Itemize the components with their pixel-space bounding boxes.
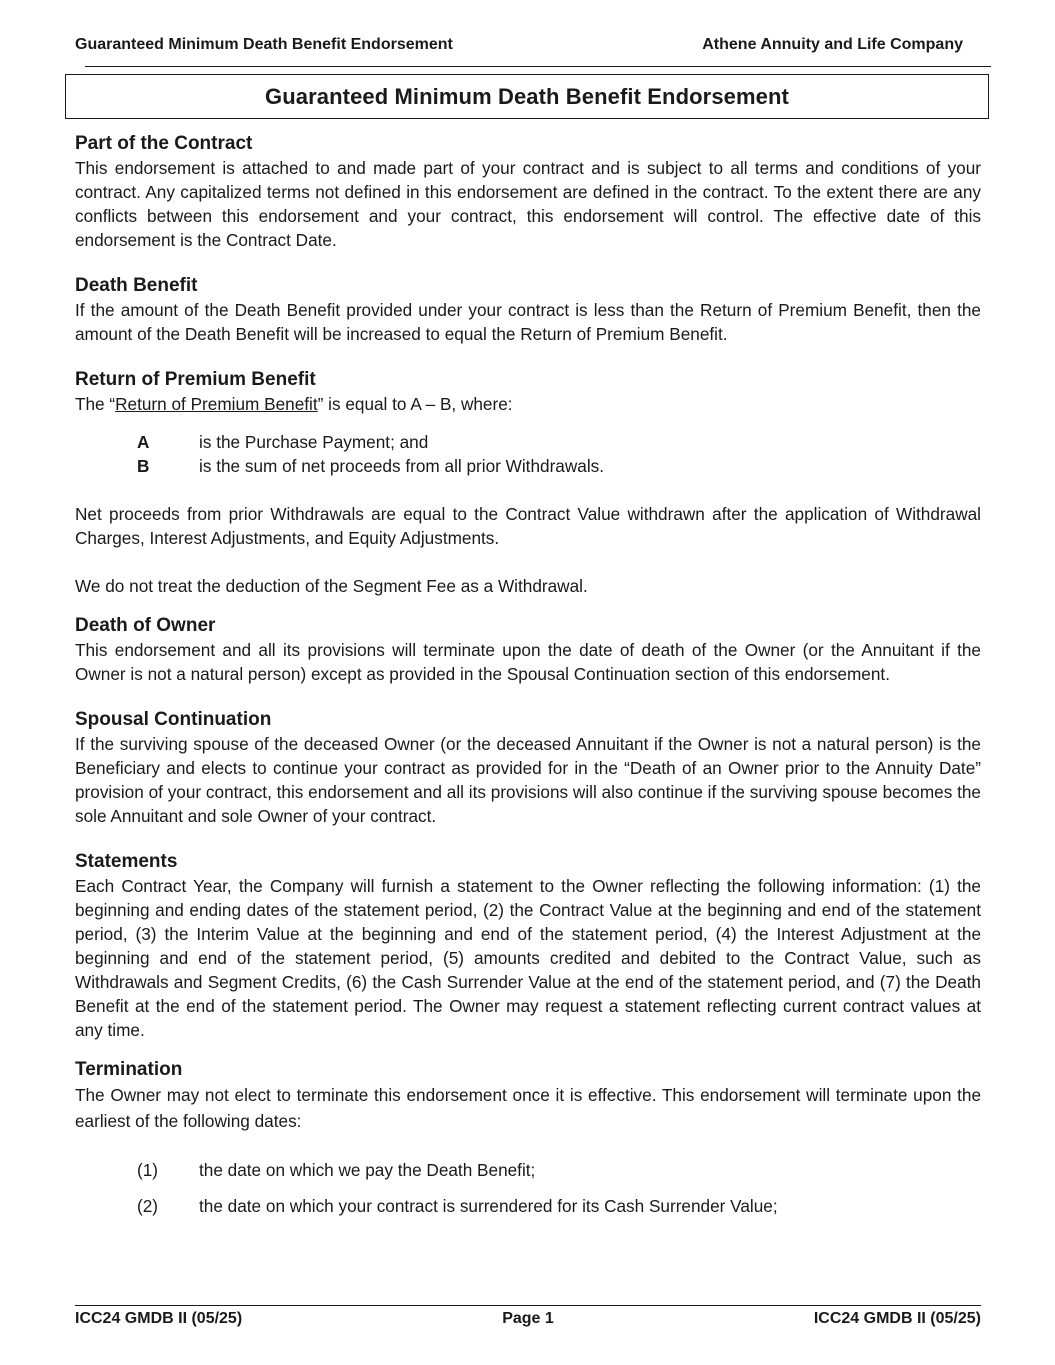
header-form-title: Guaranteed Minimum Death Benefit Endorsement <box>75 36 453 53</box>
section-death-of-owner <box>75 614 981 686</box>
rop-intro-pre: The “ <box>75 394 116 414</box>
list-item <box>137 1158 981 1182</box>
list-item <box>137 1194 981 1218</box>
section-termination <box>75 1058 981 1218</box>
section-body: Each Contract Year, the Company will furnish a statement to the Owner reflecting the following information: (1) the beginning and ending dates of the statement period, (2) the Contract Value at the beginning and end of the statement period, (3) the Interim Value at the beginning and end of the statement period, (4) the Interest Adjustment at the beginning and end of the statement period, (5) amounts credited and debited to the Contract Value, such as Withdrawals and Segment Credits, (6) the Cash Surrender Value at the end of the statement period, and (7) the Death Benefit at the end of the statement period. The Owner may request a statement reflecting current contract values at any time. <box>75 876 981 1040</box>
rop-segment-fee: We do not treat the deduction of the Segment Fee as a Withdrawal. <box>75 576 588 596</box>
footer-page-number: Page 1 <box>502 1310 554 1327</box>
section-body: The Owner may not elect to terminate this endorsement once it is effective. This endorsement will terminate upon the earliest of the following dates: <box>75 1085 981 1131</box>
section-statements <box>75 850 981 1042</box>
section-body: If the amount of the Death Benefit provided under your contract is less than the Return of Premium Benefit, then the amount of the Death Benefit will be increased to equal the Return of Premium Benefit. <box>75 300 981 344</box>
document-body <box>75 132 981 1230</box>
section-body: This endorsement and all its provisions will terminate upon the date of death of the Owner (or the Annuitant if the Owner is not a natural person) except as provided in the Spousal Continuation section of this endorsement. <box>75 640 981 684</box>
section-heading: Death of Owner <box>75 615 216 636</box>
term-text: is the Purchase Payment; and <box>199 432 429 452</box>
rop-net-proceeds: Net proceeds from prior Withdrawals are equal to the Contract Value withdrawn after the application of Withdrawal Charges, Interest Adjustments, and Equity Adjustments. <box>75 504 981 548</box>
section-heading: Statements <box>75 851 178 872</box>
footer-form-number-right: ICC24 GMDB II (05/25) <box>813 1310 981 1327</box>
section-heading: Part of the Contract <box>75 133 253 154</box>
termination-list <box>137 1158 981 1218</box>
section-body: This endorsement is attached to and made part of your contract and is subject to all terms and conditions of your contract. Any capitalized terms not defined in this endorsement are defined in the contract. To the extent there are any conflicts between this endorsement and your contract, this endorsement will control. The effective date of this endorsement is the Contract Date. <box>75 158 981 250</box>
section-return-of-premium <box>75 368 981 598</box>
list-item-number: (2) <box>137 1196 159 1216</box>
term-label: B <box>137 456 150 476</box>
section-heading: Spousal Continuation <box>75 709 272 730</box>
footer-divider <box>75 1305 981 1306</box>
section-part-of-contract <box>75 132 981 252</box>
rop-terms <box>137 430 981 478</box>
term-text: is the sum of net proceeds from all prior Withdrawals. <box>199 456 605 476</box>
list-item-number: (1) <box>137 1160 159 1180</box>
term-row <box>137 454 981 478</box>
title-box <box>65 74 989 119</box>
term-row <box>137 430 981 454</box>
header-divider <box>85 66 991 67</box>
footer-form-number-left: ICC24 GMDB II (05/25) <box>75 1310 243 1327</box>
term-label: A <box>137 432 150 452</box>
list-item-text: the date on which your contract is surrendered for its Cash Surrender Value; <box>199 1196 778 1216</box>
section-body: If the surviving spouse of the deceased Owner (or the deceased Annuitant if the Owner is not a natural person) is the Beneficiary and elects to continue your contract as provided for in the “Death of an Owner prior to the Annuity Date” provision of your contract, this endorsement and all its provisions will also continue if the surviving spouse becomes the sole Annuitant and sole Owner of your contract. <box>75 734 981 826</box>
header-company-name: Athene Annuity and Life Company <box>702 36 963 53</box>
section-heading: Death Benefit <box>75 275 198 296</box>
rop-intro-post: ” is equal to A – B, where: <box>317 394 513 414</box>
document-title: Guaranteed Minimum Death Benefit Endorsement <box>265 83 789 109</box>
rop-intro <box>75 392 981 416</box>
section-heading: Return of Premium Benefit <box>75 369 316 390</box>
section-spousal-continuation <box>75 708 981 828</box>
rop-defined-term: Return of Premium Benefit <box>115 394 318 414</box>
section-death-benefit <box>75 274 981 346</box>
section-heading: Termination <box>75 1059 183 1080</box>
list-item-text: the date on which we pay the Death Benefit; <box>199 1160 536 1180</box>
